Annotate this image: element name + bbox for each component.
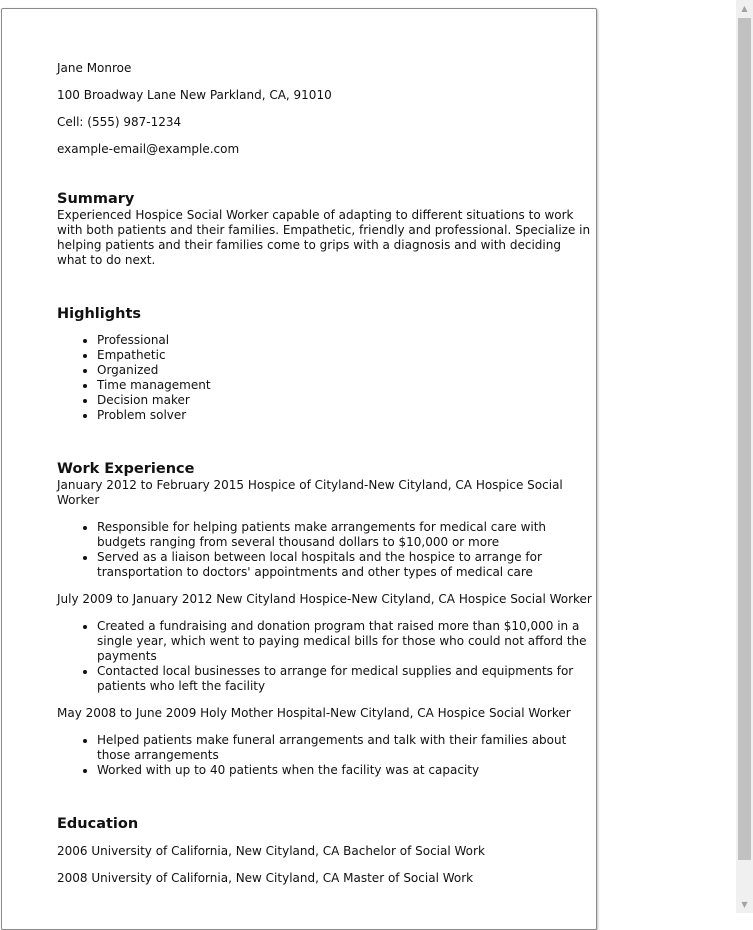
highlight-item: • Time management bbox=[97, 378, 592, 393]
contact-name: Jane Monroe bbox=[57, 61, 132, 75]
highlights-heading: Highlights bbox=[57, 306, 142, 322]
contact-address: 100 Broadway Lane New Parkland, CA, 91010 bbox=[57, 88, 332, 102]
work-heading: Work Experience bbox=[57, 461, 195, 477]
resume-page bbox=[1, 8, 597, 930]
summary-text: Experienced Hospice Social Worker capable of adapting to different situations to work with both patients and their families. Empathetic, friendly and professional. Specialize in helping patients and their families come to grips with a diagnosis and with deciding what to do next. bbox=[57, 208, 591, 267]
job-bullets bbox=[57, 619, 592, 694]
resume-content bbox=[57, 61, 592, 886]
job-bullet: • Worked with up to 40 patients when the facility was at capacity bbox=[97, 763, 592, 778]
job-entry bbox=[57, 592, 592, 694]
education-item: 2006 University of California, New Cityland, CA Bachelor of Social Work bbox=[57, 844, 485, 858]
contact-cell: Cell: (555) 987-1234 bbox=[57, 115, 182, 129]
job-bullets bbox=[57, 520, 592, 580]
job-title: May 2008 to June 2009 Holy Mother Hospital-New Cityland, CA Hospice Social Worker bbox=[57, 706, 571, 720]
job-bullet: • Helped patients make funeral arrangements and talk with their families about those arrangements bbox=[97, 733, 592, 763]
highlights-section bbox=[57, 305, 592, 423]
job-title: July 2009 to January 2012 New Cityland Hospice-New Cityland, CA Hospice Social Worker bbox=[57, 592, 592, 606]
job-entry bbox=[57, 706, 592, 778]
work-section bbox=[57, 460, 592, 778]
highlights-list bbox=[57, 333, 592, 423]
contact-block bbox=[57, 61, 592, 157]
highlight-item: • Empathetic bbox=[97, 348, 592, 363]
job-entry bbox=[57, 478, 592, 580]
scroll-thumb[interactable] bbox=[738, 18, 751, 860]
scroll-up-arrow-icon[interactable]: ▲ bbox=[741, 4, 748, 13]
education-heading: Education bbox=[57, 816, 139, 832]
education-section bbox=[57, 815, 592, 886]
job-bullet: • Created a fundraising and donation program that raised more than $10,000 in a single year, which went to paying medical bills for those who could not afford the payments bbox=[97, 619, 592, 664]
job-bullet: • Served as a liaison between local hospitals and the hospice to arrange for transportation to doctors' appointments and other types of medical care bbox=[97, 550, 592, 580]
highlight-item: • Organized bbox=[97, 363, 592, 378]
highlight-item: • Decision maker bbox=[97, 393, 592, 408]
contact-email: example-email@example.com bbox=[57, 142, 240, 156]
summary-section bbox=[57, 190, 592, 268]
education-item: 2008 University of California, New Cityland, CA Master of Social Work bbox=[57, 871, 474, 885]
job-bullet: • Contacted local businesses to arrange for medical supplies and equipments for patients who left the facility bbox=[97, 664, 592, 694]
vertical-scrollbar[interactable] bbox=[736, 0, 753, 913]
job-title: January 2012 to February 2015 Hospice of Cityland-New Cityland, CA Hospice Social Worker bbox=[57, 478, 563, 507]
summary-heading: Summary bbox=[57, 191, 135, 207]
scroll-down-arrow-icon[interactable]: ▼ bbox=[741, 900, 748, 909]
job-bullet: • Responsible for helping patients make arrangements for medical care with budgets ranging from several thousand dollars to $10,000 or more bbox=[97, 520, 592, 550]
highlight-item: • Professional bbox=[97, 333, 592, 348]
job-bullets bbox=[57, 733, 592, 778]
highlight-item: • Problem solver bbox=[97, 408, 592, 423]
